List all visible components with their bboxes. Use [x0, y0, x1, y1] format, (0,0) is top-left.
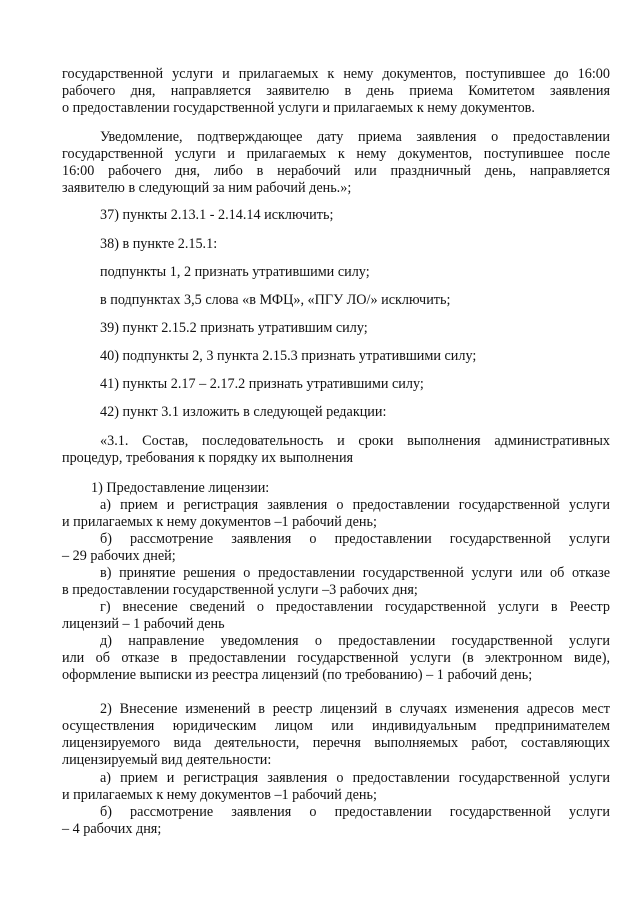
text-line: государственной услуги и прилагаемых к нему документов, поступившее после	[62, 146, 610, 162]
text-line: 39) пункт 2.15.2 признать утратившим силу;	[100, 320, 368, 336]
text-line: 16:00 рабочего дня, либо в нерабочий или праздничный день, направляется	[62, 163, 610, 179]
text-line: 42) пункт 3.1 изложить в следующей редакции:	[100, 404, 387, 420]
paragraph-1	[62, 66, 610, 117]
text-line: 2) Внесение изменений в реестр лицензий в случаях изменения адресов мест	[100, 701, 610, 717]
paragraph-8	[100, 348, 640, 365]
text-line: 1) Предоставление лицензии:	[91, 480, 270, 496]
paragraph-19	[62, 770, 610, 804]
text-line: 38) в пункте 2.15.1:	[100, 236, 218, 252]
paragraph-7	[100, 320, 640, 337]
text-line: рабочего дня, направляется заявителю в день приема Комитетом заявления	[62, 83, 610, 99]
text-line: о предоставлении государственной услуги и прилагаемых к нему документов.	[62, 100, 535, 116]
text-line: государственной услуги и прилагаемых к нему документов, поступившее до 16:00	[62, 66, 610, 82]
text-line: лицензируемый вид деятельности:	[62, 752, 272, 768]
text-line: лицензируемого вида деятельности, перечня выполняемых работ, составляющих	[62, 735, 610, 751]
text-line: «3.1. Состав, последовательность и сроки выполнения административных	[100, 433, 610, 449]
paragraph-5	[100, 264, 640, 281]
text-line: – 4 рабочих дня;	[62, 821, 162, 837]
text-line: заявителю в следующий за ним рабочий день.»;	[62, 180, 352, 196]
paragraph-4	[100, 236, 640, 253]
text-line: 40) подпункты 2, 3 пункта 2.15.3 признать утратившими силу;	[100, 348, 477, 364]
paragraph-6	[100, 292, 640, 309]
paragraph-17	[62, 633, 610, 684]
text-line: 37) пункты 2.13.1 - 2.14.14 исключить;	[100, 207, 334, 223]
text-line: процедур, требования к порядку их выполнения	[62, 450, 354, 466]
paragraph-12	[91, 480, 639, 497]
text-line: и прилагаемых к нему документов –1 рабочий день;	[62, 787, 377, 803]
paragraph-14	[62, 531, 610, 565]
text-line: или об отказе в предоставлении государственной услуги (в электронном виде),	[62, 650, 610, 666]
text-line: в подпунктах 3,5 слова «в МФЦ», «ПГУ ЛО/» исключить;	[100, 292, 451, 308]
text-line: лицензий – 1 рабочий день	[62, 616, 225, 632]
paragraph-16	[62, 599, 610, 633]
paragraph-20	[62, 804, 610, 838]
text-line: г) внесение сведений о предоставлении государственной услуги в Реестр	[100, 599, 610, 615]
text-line: осуществления юридическим лицом или индивидуальным предпринимателем	[62, 718, 610, 734]
paragraph-2	[62, 129, 610, 197]
text-line: б) рассмотрение заявления о предоставлении государственной услуги	[100, 804, 610, 820]
text-line: а) прием и регистрация заявления о предоставлении государственной услуги	[100, 770, 610, 786]
text-line: оформление выписки из реестра лицензий (по требованию) – 1 рабочий день;	[62, 667, 533, 683]
text-line: и прилагаемых к нему документов –1 рабочий день;	[62, 514, 377, 530]
text-line: 41) пункты 2.17 – 2.17.2 признать утратившими силу;	[100, 376, 424, 392]
text-line: в) принятие решения о предоставлении государственной услуги или об отказе	[100, 565, 610, 581]
paragraph-3	[100, 207, 640, 224]
text-line: в предоставлении государственной услуги –3 рабочих дня;	[62, 582, 418, 598]
text-line: подпункты 1, 2 признать утратившими силу;	[100, 264, 370, 280]
paragraph-10	[100, 404, 640, 421]
paragraph-11	[62, 433, 610, 467]
paragraph-15	[62, 565, 610, 599]
text-line: – 29 рабочих дней;	[62, 548, 176, 564]
paragraph-13	[62, 497, 610, 531]
text-line: д) направление уведомления о предоставлении государственной услуги	[100, 633, 610, 649]
text-line: а) прием и регистрация заявления о предоставлении государственной услуги	[100, 497, 610, 513]
text-line: б) рассмотрение заявления о предоставлении государственной услуги	[100, 531, 610, 547]
paragraph-9	[100, 376, 640, 393]
paragraph-18	[62, 701, 610, 769]
text-line: Уведомление, подтверждающее дату приема заявления о предоставлении	[100, 129, 610, 145]
